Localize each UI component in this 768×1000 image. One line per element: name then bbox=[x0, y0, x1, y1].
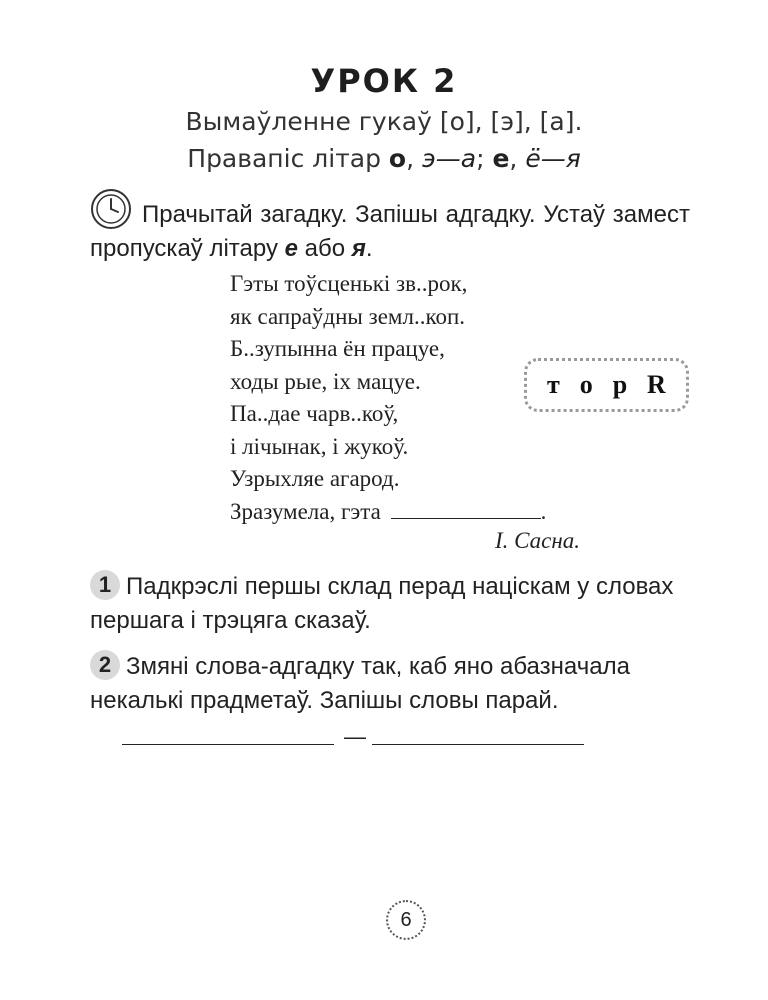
answer-line-plural[interactable] bbox=[372, 744, 584, 745]
instruction-letter-ya: я bbox=[351, 235, 366, 262]
lesson-subtitle-1: Вымаўленне гукаў [о], [э], [а]. bbox=[185, 107, 583, 136]
poem-line: Гэты тоўсценькі зв..рок, bbox=[230, 271, 468, 296]
subtitle-sep-2: ; bbox=[476, 144, 493, 173]
letter-tile: Я bbox=[647, 370, 666, 399]
subtitle-letter-o: о bbox=[388, 144, 407, 173]
answer-line-singular[interactable] bbox=[122, 744, 334, 745]
instruction-text: Прачытай загадку. Запішы адгадку. Устаў замест пропускаў літару bbox=[90, 201, 690, 262]
poem-line: Узрыхляе агарод. bbox=[230, 466, 400, 491]
poem-line: Па..дае чарв..коў, bbox=[230, 401, 399, 426]
poem-line: як сапраўдны земл..коп. bbox=[230, 303, 466, 329]
poem-last-line-end: . bbox=[540, 498, 547, 524]
poem-last-line bbox=[230, 496, 600, 529]
poem-author: І. Сасна. bbox=[494, 528, 580, 553]
subtitle-prefix: Правапіс літар bbox=[187, 144, 389, 173]
subtitle-sep-3: , bbox=[509, 144, 526, 173]
answer-blank[interactable] bbox=[391, 500, 541, 519]
task-number-badge: 1 bbox=[90, 570, 120, 600]
lesson-subtitle-2 bbox=[0, 144, 768, 173]
instruction-and: або bbox=[297, 235, 352, 262]
task-text: Падкрэслі першы склад перад націскам у словах першага і трэцяга сказаў. bbox=[90, 573, 674, 634]
page-number: 6 bbox=[386, 900, 426, 940]
instruction-end: . bbox=[365, 235, 373, 262]
poem-last-line-text: Зразумела, гэта bbox=[230, 498, 387, 524]
poem-line: Б..зупынна ён працуе, bbox=[230, 336, 445, 361]
task-2 bbox=[90, 650, 690, 718]
letter-tile: р bbox=[612, 370, 628, 399]
letter-tile: о bbox=[579, 370, 593, 399]
instruction-letter-e: е bbox=[284, 235, 298, 262]
poem-line: ходы рые, іх мацуе. bbox=[230, 368, 421, 394]
poem-line: і лічынак, і жукоў. bbox=[230, 433, 409, 459]
task-text: Змяні слова-адгадку так, каб яно абазначала некалькі прадметаў. Запішы словы парай. bbox=[90, 653, 630, 714]
lesson-title: УРОК 2 bbox=[310, 62, 458, 100]
exercise-instruction bbox=[90, 198, 690, 266]
letters-box bbox=[524, 358, 689, 412]
subtitle-sep-1: , bbox=[406, 144, 423, 173]
subtitle-letters-yoya: ё—я bbox=[525, 144, 581, 173]
subtitle-letters-ea: э—а bbox=[422, 144, 477, 173]
task-1 bbox=[90, 570, 690, 638]
subtitle-letter-e: е bbox=[492, 144, 510, 173]
task-number-badge: 2 bbox=[90, 650, 120, 680]
letter-tile: т bbox=[546, 370, 560, 399]
answer-dash: — bbox=[344, 724, 366, 749]
